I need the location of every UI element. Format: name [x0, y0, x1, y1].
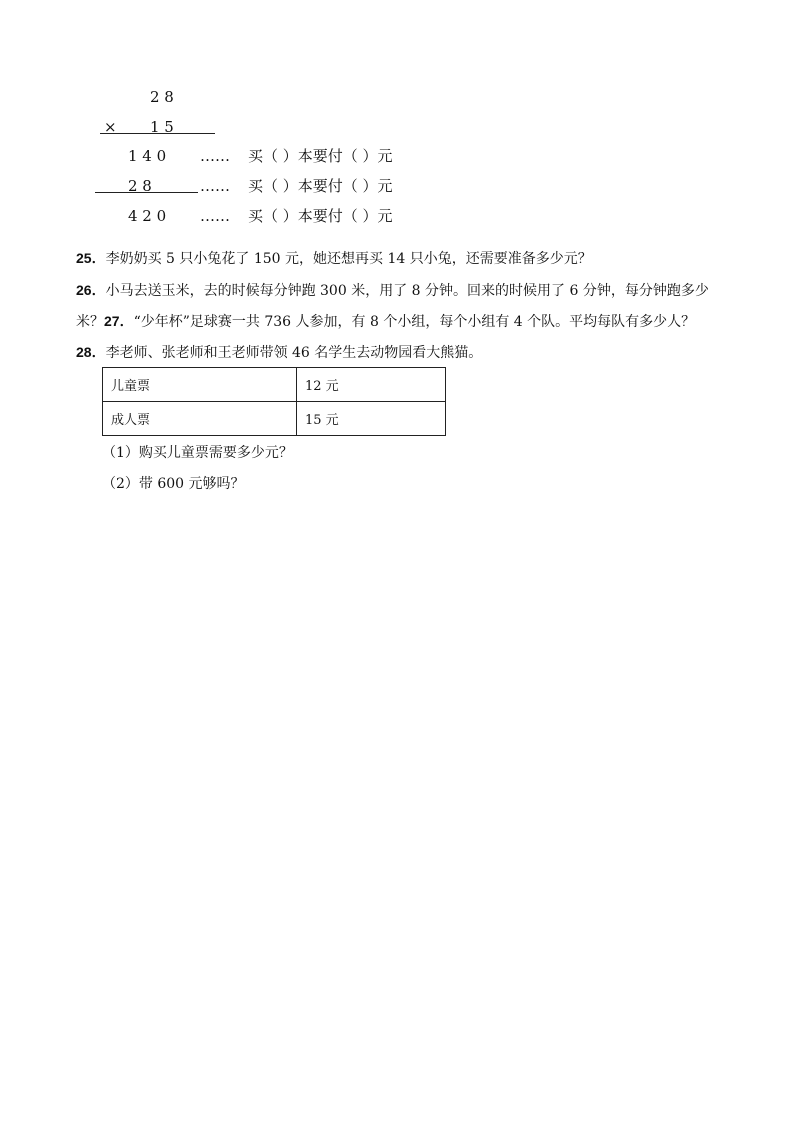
calc-multiplicand: 2 8	[150, 88, 174, 106]
calc-row1-digits: 1 4 0	[128, 147, 167, 165]
question-text: 李老师、张老师和王老师带领 46 名学生去动物园看大熊猫。	[105, 345, 483, 361]
question-text: “少年杯”足球赛一共 736 人参加，有 8 个小组，每个小组有 4 个队。平均每队有多少人？	[133, 314, 696, 330]
question-number: 26．	[76, 282, 106, 298]
question-number: 25．	[76, 250, 106, 266]
question-28	[76, 342, 482, 363]
sub-question-2: （2）带 600 元够吗？	[102, 476, 245, 492]
calc-multiplier: 1 5	[150, 118, 174, 136]
calc-rule-1	[100, 133, 215, 134]
table-row	[103, 402, 446, 436]
question-25	[76, 248, 592, 269]
ticket-price-table	[102, 367, 446, 436]
question-text: 李奶奶买 5 只小兔花了 150 元，她还想再买 14 只小兔，还需要准备多少元？	[105, 251, 592, 267]
question-text: 小马去送玉米，去的时候每分钟跑 300 米，用了 8 分钟。回来的时候用了 6 分钟，每分钟跑多少	[105, 283, 709, 299]
times-sign: ×	[104, 118, 117, 136]
ticket-price-cell: 12 元	[297, 368, 446, 402]
sub-question-1: （1）购买儿童票需要多少元？	[102, 445, 293, 461]
table-row	[103, 368, 446, 402]
calc-row1-text: 买（ ）本要付（ ）元	[248, 147, 393, 165]
ticket-price-cell: 15 元	[297, 402, 446, 436]
calc-row1-dots: ……	[200, 147, 230, 165]
calc-row3-dots: ……	[200, 207, 230, 225]
question-number: 28．	[76, 344, 106, 360]
calc-rule-2	[95, 192, 198, 193]
calc-row2-digits: 2 8	[128, 177, 152, 195]
calc-row2-text: 买（ ）本要付（ ）元	[248, 177, 393, 195]
question-27-line	[76, 311, 695, 332]
calc-row2-dots: ……	[200, 177, 230, 195]
question-text: 米？	[76, 314, 104, 330]
question-26	[76, 280, 709, 301]
calc-row3-text: 买（ ）本要付（ ）元	[248, 207, 393, 225]
question-number: 27．	[104, 313, 134, 329]
ticket-type-cell: 儿童票	[103, 368, 297, 402]
ticket-type-cell: 成人票	[103, 402, 297, 436]
calc-row3-digits: 4 2 0	[128, 207, 167, 225]
